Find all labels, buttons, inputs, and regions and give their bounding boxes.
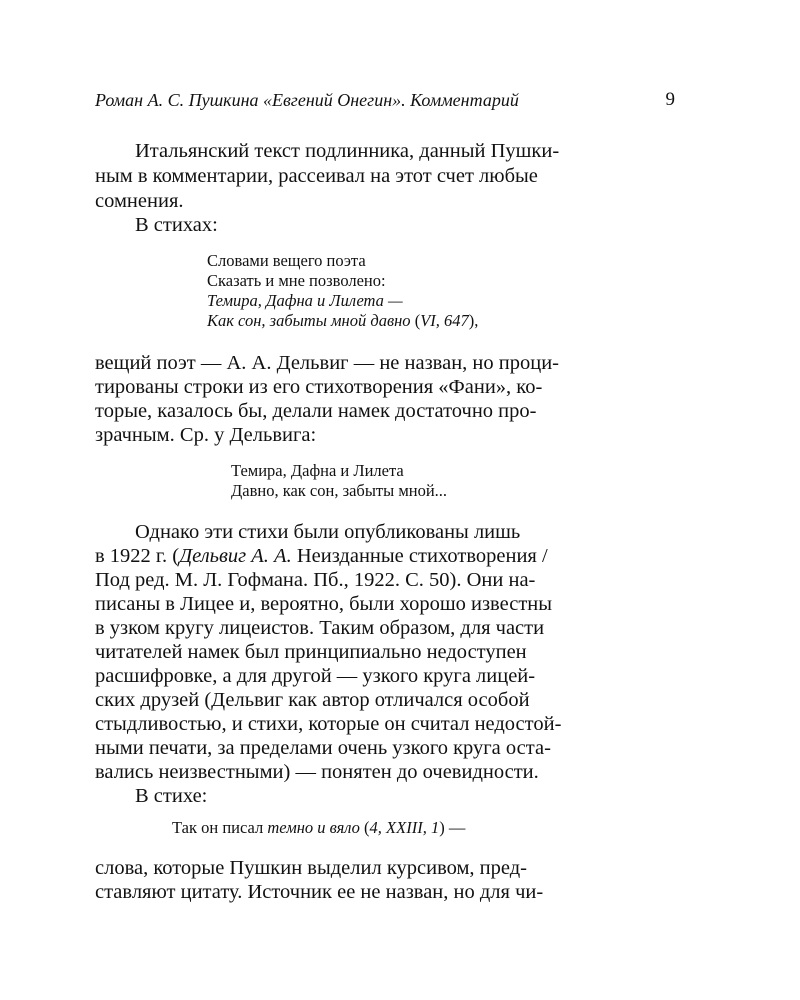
text-span: в 1922 г. ( bbox=[95, 545, 180, 567]
text-line: вещий поэт — А. А. Дельвиг — не назван, но проци- bbox=[95, 352, 559, 374]
text-line: читателей намек был принципиально недоступен bbox=[95, 641, 527, 663]
verse-italic: Как сон, забыты мной давно bbox=[207, 311, 411, 330]
text-line: ских друзей (Дельвиг как автор отличался особой bbox=[95, 689, 530, 711]
text-line: тированы строки из его стихотворения «Фани», ко- bbox=[95, 376, 543, 398]
text-span: ) — bbox=[439, 818, 466, 837]
text-line: ставляют цитату. Источник ее не назван, но для чи- bbox=[95, 881, 544, 903]
running-header bbox=[95, 88, 675, 112]
text-line: сомнения. bbox=[95, 190, 184, 212]
text-line: зрачным. Ср. у Дельвига: bbox=[95, 424, 317, 446]
verse-line: Сказать и мне позволено: bbox=[207, 271, 386, 290]
text-line: ными печати, за пределами очень узкого круга оста- bbox=[95, 737, 551, 759]
verse-citation: 4, XXIII, 1 bbox=[369, 818, 440, 837]
text-line: В стихе: bbox=[135, 785, 208, 807]
verse-citation: VI, 647 bbox=[420, 311, 469, 330]
text-line: В стихах: bbox=[135, 214, 218, 236]
text-line: торые, казалось бы, делали намек достаточно про- bbox=[95, 400, 537, 422]
verse-line bbox=[207, 310, 478, 331]
verse-paren-open: ( bbox=[414, 311, 421, 330]
text-span: Так он писал bbox=[172, 818, 268, 837]
verse-line: Словами вещего поэта bbox=[207, 251, 366, 270]
verse-line bbox=[172, 817, 465, 838]
text-line bbox=[95, 544, 675, 568]
text-line: слова, которые Пушкин выделил курсивом, пред- bbox=[95, 857, 527, 879]
text-line: писаны в Лицее и, вероятно, были хорошо известны bbox=[95, 593, 553, 615]
verse-line: Темира, Дафна и Лилета bbox=[231, 461, 404, 480]
text-line: стыдливостью, и стихи, которые он считал недостой- bbox=[95, 713, 562, 735]
text-span: ( bbox=[359, 818, 370, 837]
text-line: в узком кругу лицеистов. Таким образом, для части bbox=[95, 617, 545, 639]
text-line: расшифровке, а для другой — узкого круга лицей- bbox=[95, 665, 536, 687]
text-line: вались неизвестными) — понятен до очевидности. bbox=[95, 761, 539, 783]
text-line: Итальянский текст подлинника, данный Пушки- bbox=[135, 140, 560, 162]
text-line: Под ред. М. Л. Гофмана. Пб., 1922. С. 50). Они на- bbox=[95, 569, 536, 591]
verse-line: Давно, как сон, забыты мной... bbox=[231, 481, 448, 500]
verse-italic: темно и вяло bbox=[267, 818, 360, 837]
verse-line: Темира, Дафна и Лилета — bbox=[207, 291, 403, 310]
text-line: ным в комментарии, рассеивал на этот счет любые bbox=[95, 165, 538, 187]
running-title: Роман А. С. Пушкина «Евгений Онегин». Комментарий bbox=[95, 90, 519, 110]
verse-paren-close: ), bbox=[468, 311, 479, 330]
page-number: 9 bbox=[665, 89, 675, 110]
author-italic: Дельвиг А. А. bbox=[179, 545, 292, 567]
text-span: Неизданные стихотворения / bbox=[291, 545, 548, 567]
text-line: Однако эти стихи были опубликованы лишь bbox=[135, 521, 521, 543]
